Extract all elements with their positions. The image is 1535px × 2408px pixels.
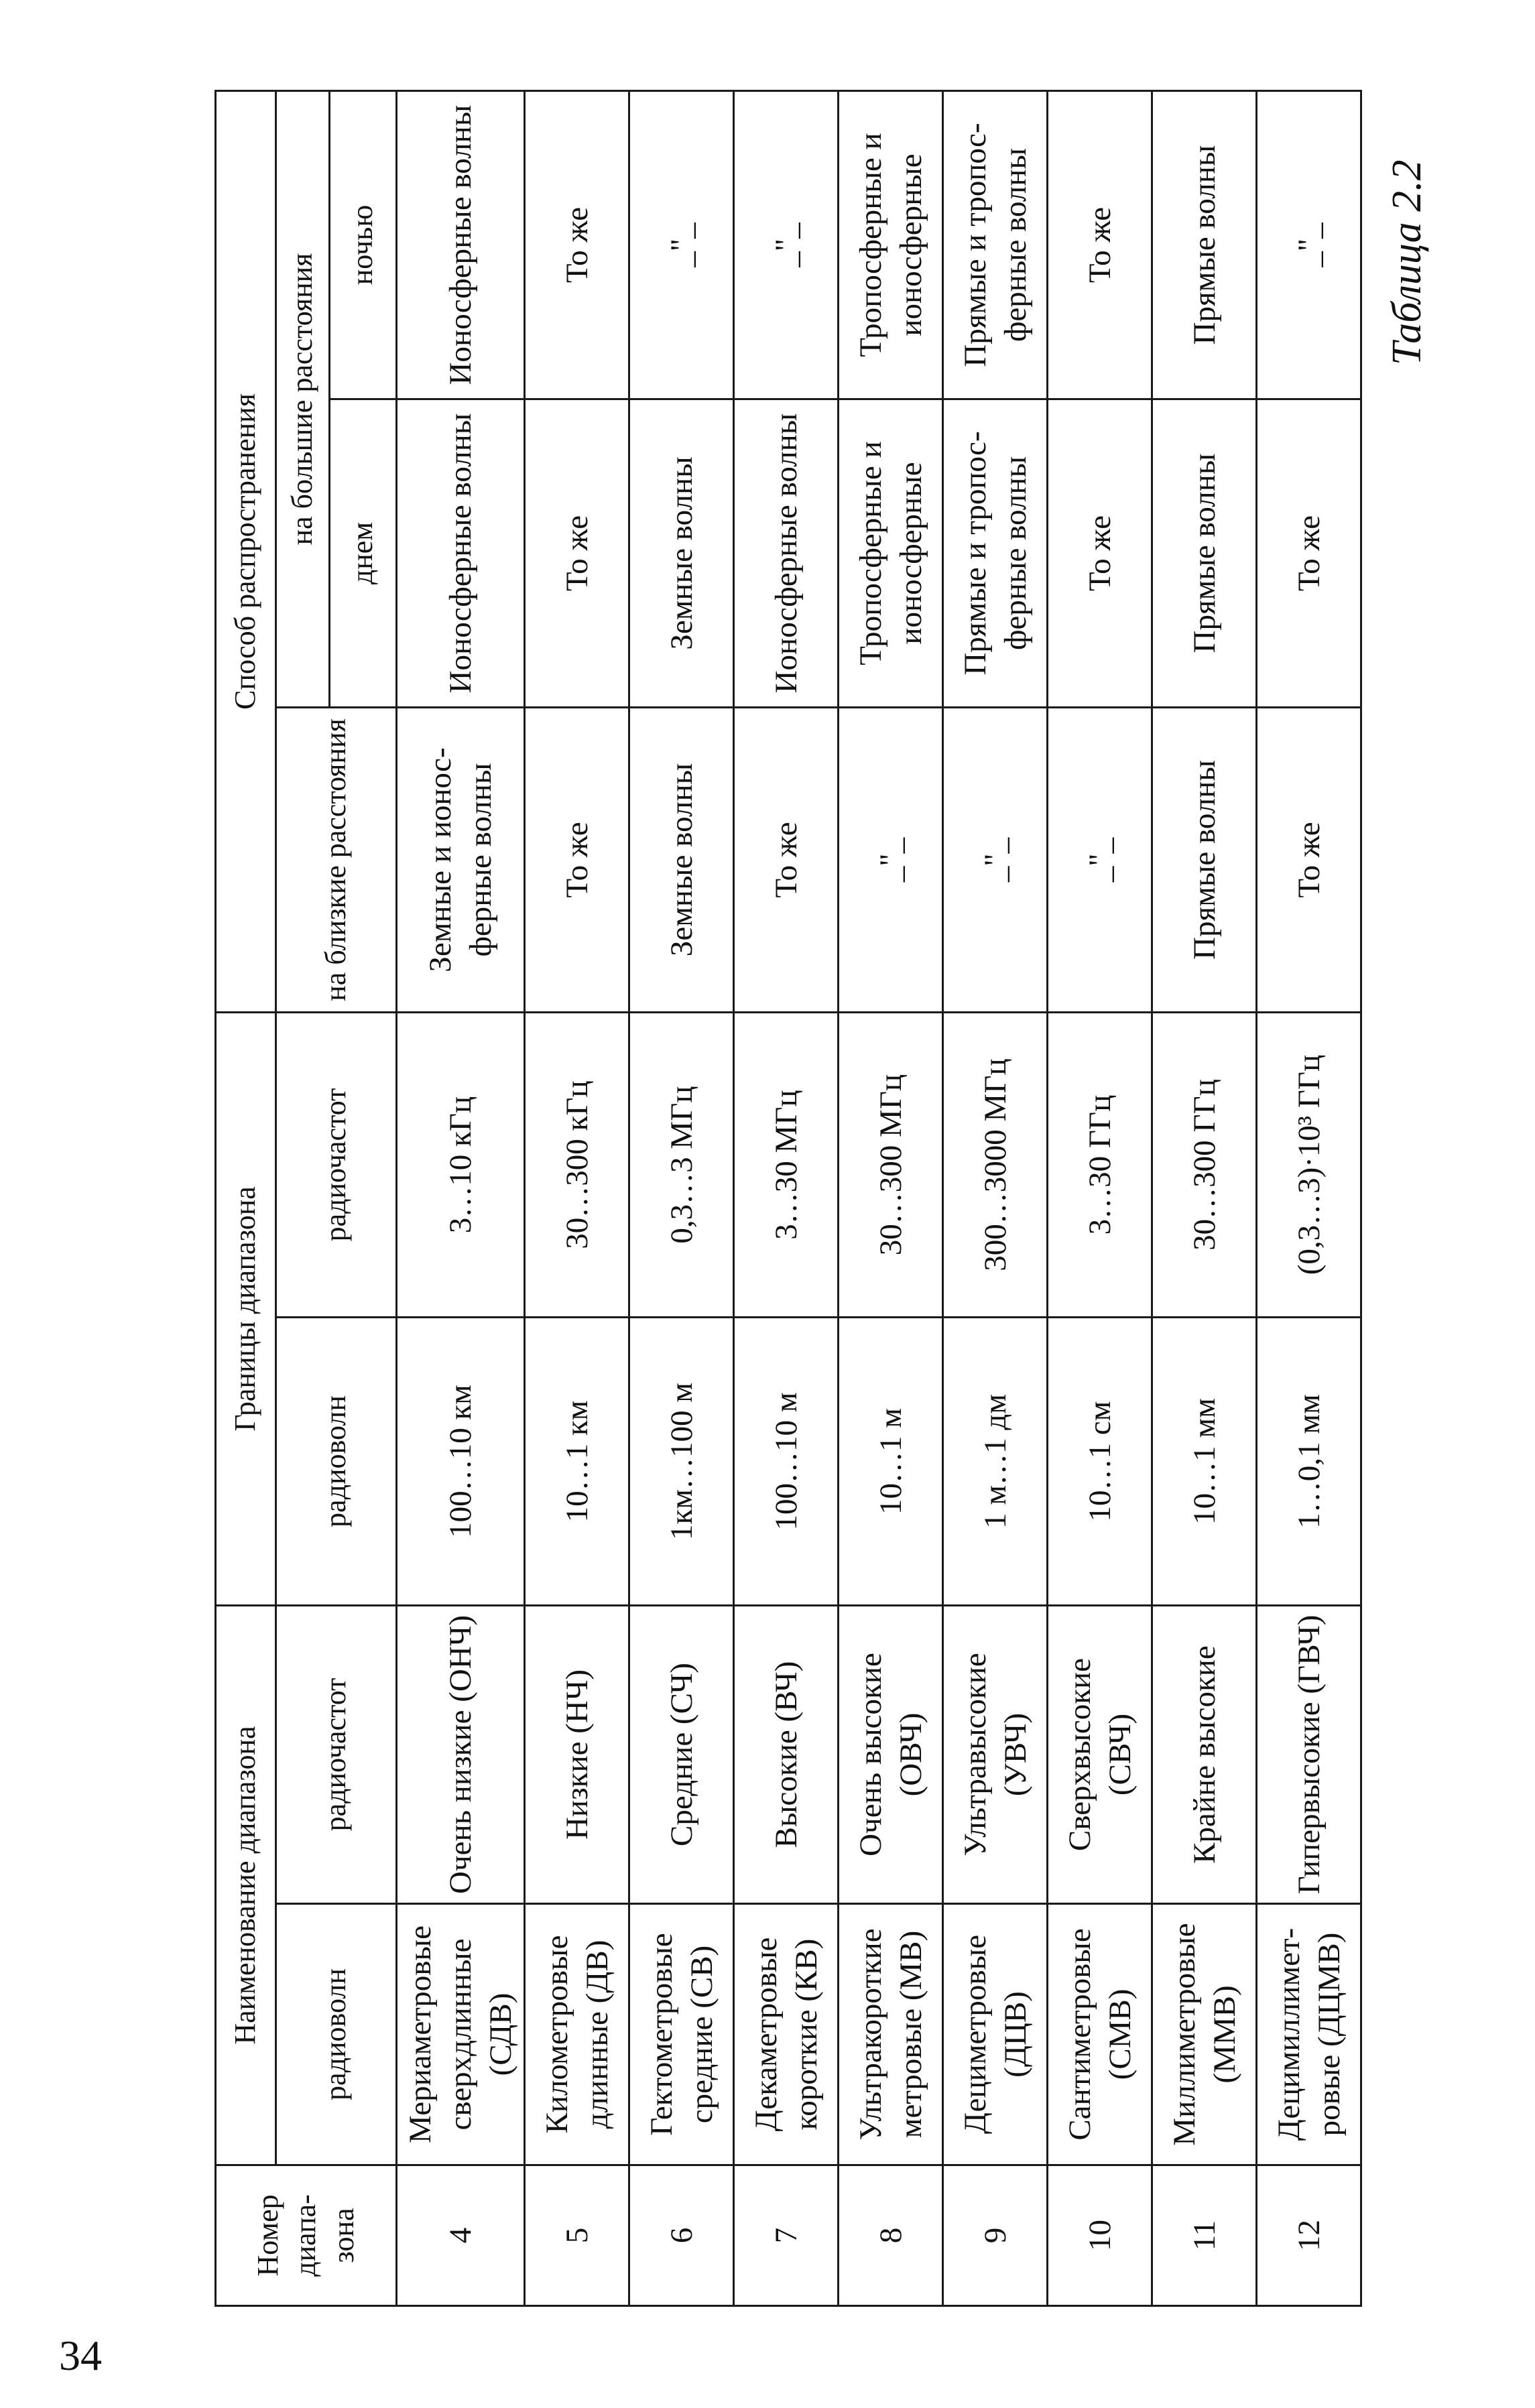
- cell-wave-limit: 100…10 км: [397, 1318, 525, 1606]
- table-row: [943, 90, 1048, 2305]
- page-number: 34: [59, 2332, 102, 2379]
- cell-night: То же: [1048, 90, 1152, 399]
- header-band-limits: Границы диапазона: [216, 1013, 276, 1606]
- cell-wave-name: Декаметровые короткие (КВ): [734, 1904, 839, 2165]
- table-row: [1048, 90, 1152, 2305]
- cell-day: Земные волны: [629, 399, 734, 708]
- cell-freq-limit: 3…10 кГц: [397, 1013, 525, 1318]
- cell-freq-limit: 3…30 ГГц: [1048, 1013, 1152, 1318]
- cell-wave-name: Миллиметровые (ММВ): [1152, 1904, 1257, 2165]
- cell-near: То же: [734, 708, 839, 1013]
- header-short-distance: на близкие расстояния: [276, 708, 397, 1013]
- header-day: днем: [330, 399, 397, 708]
- cell-night: _"_: [734, 90, 839, 399]
- cell-freq-limit: 30…300 кГц: [525, 1013, 629, 1318]
- cell-freq-name: Сверхвысокие (СВЧ): [1048, 1606, 1152, 1904]
- cell-wave-name: Сантиметровые (СМВ): [1048, 1904, 1152, 2165]
- table-row: [1257, 90, 1361, 2305]
- cell-num: 8: [839, 2165, 943, 2306]
- cell-wave-name: Дециметровые (ДЦВ): [943, 1904, 1048, 2165]
- header-limits-waves: радиоволн: [276, 1318, 397, 1606]
- cell-freq-limit: 30…300 ГГц: [1152, 1013, 1257, 1318]
- cell-near: _"_: [943, 708, 1048, 1013]
- cell-wave-name: Ультракороткие метровые (МВ): [839, 1904, 943, 2165]
- table-frame: [214, 92, 1347, 2307]
- header-row-2: [276, 90, 330, 2305]
- cell-freq-name: Очень низкие (ОНЧ): [397, 1606, 525, 1904]
- cell-wave-name: Децимиллимет-ровые (ДЦМВ): [1257, 1904, 1361, 2165]
- cell-near: Прямые волны: [1152, 708, 1257, 1013]
- cell-freq-name: Очень высокие (ОВЧ): [839, 1606, 943, 1904]
- rotated-table-wrapper: [214, 92, 1347, 2307]
- header-row-1: [216, 90, 276, 2305]
- table-row: [525, 90, 629, 2305]
- cell-wave-name: Мериаметровые сверхдлинные (СДВ): [397, 1904, 525, 2165]
- cell-near: Земные и ионос-ферные волны: [397, 708, 525, 1013]
- radio-bands-table: [214, 90, 1362, 2307]
- cell-night: Ионосферные волны: [397, 90, 525, 399]
- cell-night: _"_: [629, 90, 734, 399]
- cell-day: То же: [1257, 399, 1361, 708]
- cell-num: 4: [397, 2165, 525, 2306]
- cell-day: Прямые и тропос-ферные волны: [943, 399, 1048, 708]
- cell-day: Ионосферные волны: [397, 399, 525, 708]
- cell-night: Прямые и тропос-ферные волны: [943, 90, 1048, 399]
- cell-near: Земные волны: [629, 708, 734, 1013]
- header-name-waves: радиоволн: [276, 1904, 397, 2165]
- cell-num: 11: [1152, 2165, 1257, 2306]
- cell-freq-limit: 30…300 МГц: [839, 1013, 943, 1318]
- cell-near: То же: [525, 708, 629, 1013]
- cell-freq-name: Средние (СЧ): [629, 1606, 734, 1904]
- cell-night: _"_: [1257, 90, 1361, 399]
- cell-num: 12: [1257, 2165, 1361, 2306]
- cell-day: Тропосферные и ионосферные: [839, 399, 943, 708]
- cell-num: 6: [629, 2165, 734, 2306]
- cell-freq-name: Ультравысокие (УВЧ): [943, 1606, 1048, 1904]
- cell-near: _"_: [839, 708, 943, 1013]
- table-row: [1152, 90, 1257, 2305]
- cell-freq-limit: 300…3000 МГц: [943, 1013, 1048, 1318]
- table-row: [629, 90, 734, 2305]
- cell-num: 7: [734, 2165, 839, 2306]
- cell-wave-name: Километровые длинные (ДВ): [525, 1904, 629, 2165]
- cell-freq-limit: 3…30 МГц: [734, 1013, 839, 1318]
- cell-wave-limit: 1 м…1 дм: [943, 1318, 1048, 1606]
- header-band-name: Наименование диапазона: [216, 1606, 276, 2165]
- cell-wave-limit: 1км…100 м: [629, 1318, 734, 1606]
- cell-wave-name: Гектометровые средние (СВ): [629, 1904, 734, 2165]
- cell-wave-limit: 10…1 м: [839, 1318, 943, 1606]
- header-propagation: Способ распространения: [216, 90, 276, 1012]
- table-row: [397, 90, 525, 2305]
- header-night: ночью: [330, 90, 397, 399]
- header-name-freq: радиочастот: [276, 1606, 397, 1904]
- cell-night: Прямые волны: [1152, 90, 1257, 399]
- table-caption: Таблица 2.2: [1384, 160, 1430, 365]
- cell-freq-name: Крайне высокие: [1152, 1606, 1257, 1904]
- cell-wave-limit: 100…10 м: [734, 1318, 839, 1606]
- cell-num: 10: [1048, 2165, 1152, 2306]
- cell-freq-limit: 0,3…3 МГц: [629, 1013, 734, 1318]
- cell-day: То же: [1048, 399, 1152, 708]
- cell-freq-limit: (0,3…3)·10³ ГГц: [1257, 1013, 1361, 1318]
- header-limits-freq: радиочастот: [276, 1013, 397, 1318]
- cell-wave-limit: 10…1 км: [525, 1318, 629, 1606]
- cell-num: 5: [525, 2165, 629, 2306]
- cell-day: Прямые волны: [1152, 399, 1257, 708]
- cell-night: То же: [525, 90, 629, 399]
- cell-near: _"_: [1048, 708, 1152, 1013]
- cell-freq-name: Высокие (ВЧ): [734, 1606, 839, 1904]
- table-body: [397, 90, 1361, 2305]
- cell-day: То же: [525, 399, 629, 708]
- table-row: [839, 90, 943, 2305]
- cell-near: То же: [1257, 708, 1361, 1013]
- cell-wave-limit: 10…1 см: [1048, 1318, 1152, 1606]
- cell-night: Тропосферные и ионосферные: [839, 90, 943, 399]
- cell-wave-limit: 10…1 мм: [1152, 1318, 1257, 1606]
- cell-wave-limit: 1…0,1 мм: [1257, 1318, 1361, 1606]
- table-caption-frame: [1347, 50, 1535, 385]
- cell-day: Ионосферные волны: [734, 399, 839, 708]
- table-row: [734, 90, 839, 2305]
- cell-num: 9: [943, 2165, 1048, 2306]
- header-long-distance: на большие расстояния: [276, 90, 330, 707]
- cell-freq-name: Гипервысокие (ГВЧ): [1257, 1606, 1361, 1904]
- cell-freq-name: Низкие (НЧ): [525, 1606, 629, 1904]
- header-band-number: Номер диапа-зона: [216, 2165, 397, 2306]
